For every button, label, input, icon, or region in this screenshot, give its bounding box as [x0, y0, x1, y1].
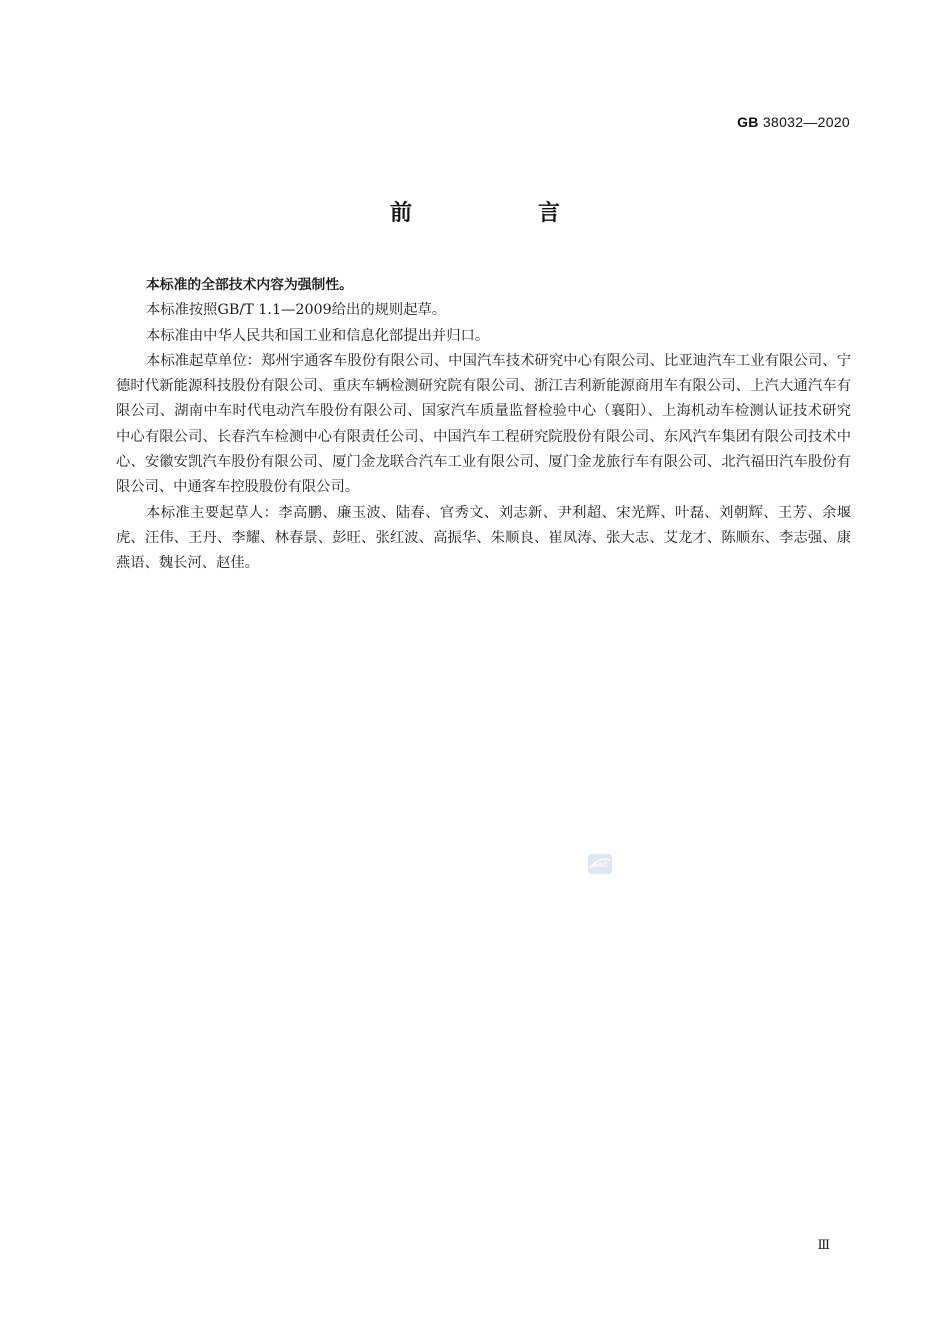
proposer-paragraph: 本标准由中华人民共和国工业和信息化部提出并归口。	[146, 327, 490, 344]
drafting-units-paragraph: 本标准起草单位：郑州宇通客车股份有限公司、中国汽车技术研究中心有限公司、比亚迪汽车工业有限公司、宁德时代新能源科技股份有限公司、重庆车辆检测研究院有限公司、浙江吉利新能源商用车有限公司、上汽大通汽车有限公司、湖南中车时代电动汽车股份有限公司、国家汽车质量监督检验中心（襄阳）、上海机动车检测认证技术研究中心有限公司、长春汽车检测中心有限责任公司、中国汽车工程研究院股份有限公司、东风汽车集团有限公司技术中心、安徽安凯汽车股份有限公司、厦门金龙联合汽车工业有限公司、厦门金龙旅行车有限公司、北汽福田汽车股份有限公司、中通客车控股股份有限公司。	[116, 352, 851, 496]
mandatory-statement: 本标准的全部技术内容为强制性。	[146, 277, 353, 293]
page-number: Ⅲ	[817, 1237, 830, 1252]
sac-logo-icon	[587, 852, 613, 876]
standard-prefix: GB	[737, 114, 759, 130]
foreword-body	[116, 273, 851, 577]
watermark-text: SAC	[592, 862, 608, 869]
page-title: 前 言	[389, 201, 612, 226]
drafting-rules-paragraph: 本标准按照GB/T 1.1—2009给出的规则起草。	[146, 302, 447, 319]
drafters-paragraph: 本标准主要起草人：李高鹏、廉玉波、陆春、官秀文、刘志新、尹利超、宋光辉、叶磊、刘朝辉、王芳、余堰虎、汪伟、王丹、李耀、林春景、彭旺、张红波、高振华、朱顺良、崔凤涛、张大志、艾龙才、陈顺东、李志强、康燕语、魏长河、赵佳。	[116, 504, 851, 572]
standard-number	[737, 114, 850, 130]
standard-code: 38032—2020	[762, 114, 850, 130]
